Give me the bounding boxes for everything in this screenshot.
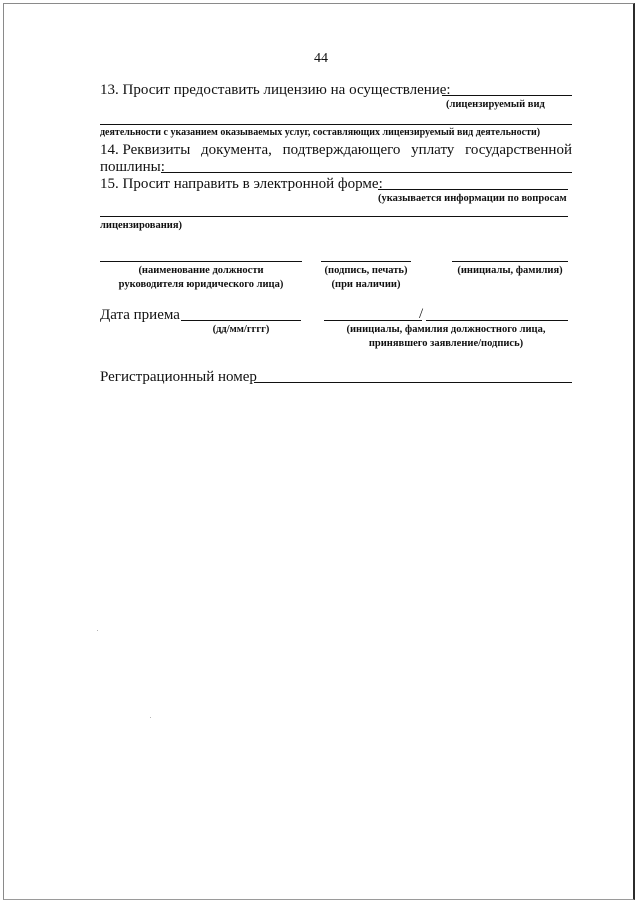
item13-activity-line [442,95,572,96]
initials-caption: (инициалы, фамилия) [457,265,563,276]
official-caption-1: (инициалы, фамилия должностного лица, [346,324,546,335]
item14-word-1: 14. Реквизиты [100,142,191,158]
item14-word-3: подтверждающего [282,142,401,158]
signature-caption-1: (подпись, печать) [324,265,408,276]
position-caption-1: (наименование должности [138,265,264,276]
item15-hint-b: лицензирования) [100,220,182,231]
registration-line [254,382,572,383]
page-number: 44 [314,51,328,66]
reception-date-format: (дд/мм/гггг) [212,324,270,335]
item13-hint-b: деятельности с указанием оказываемых услуг, составляющих лицензируемый вид деятельности) [100,127,541,138]
scan-speck [150,717,151,718]
item14-fee-line [161,172,572,173]
initials-line [452,261,568,262]
official-name-line [324,320,422,321]
signature-line [321,261,411,262]
official-slash: / [419,306,424,322]
item14-line2: пошлины: [100,159,165,175]
signature-caption-2: (при наличии) [331,279,401,290]
official-caption-2: принявшего заявление/подпись) [368,338,524,349]
item13-hint-a: (лицензируемый вид [446,99,545,110]
position-line [100,261,302,262]
item13-activity-line-2 [100,124,572,125]
registration-label: Регистрационный номер [100,369,257,385]
item15-email-line-2 [100,216,568,217]
item14-word-2: документа, [201,142,272,158]
item14-word-4: уплату [411,142,455,158]
official-signature-line [426,320,568,321]
reception-date-label: Дата приема [100,307,180,323]
reception-date-line [181,320,301,321]
item15-email-line [378,189,568,190]
scan-speck [97,630,98,631]
item14-line1 [100,142,572,159]
item14-word-5: государственной [465,142,572,158]
position-caption-2: руководителя юридического лица) [118,279,284,290]
item13-text: 13. Просит предоставить лицензию на осуществление: [100,82,451,98]
item15-text: 15. Просит направить в электронной форме: [100,176,383,192]
item15-hint-a: (указывается информации по вопросам [378,193,567,204]
